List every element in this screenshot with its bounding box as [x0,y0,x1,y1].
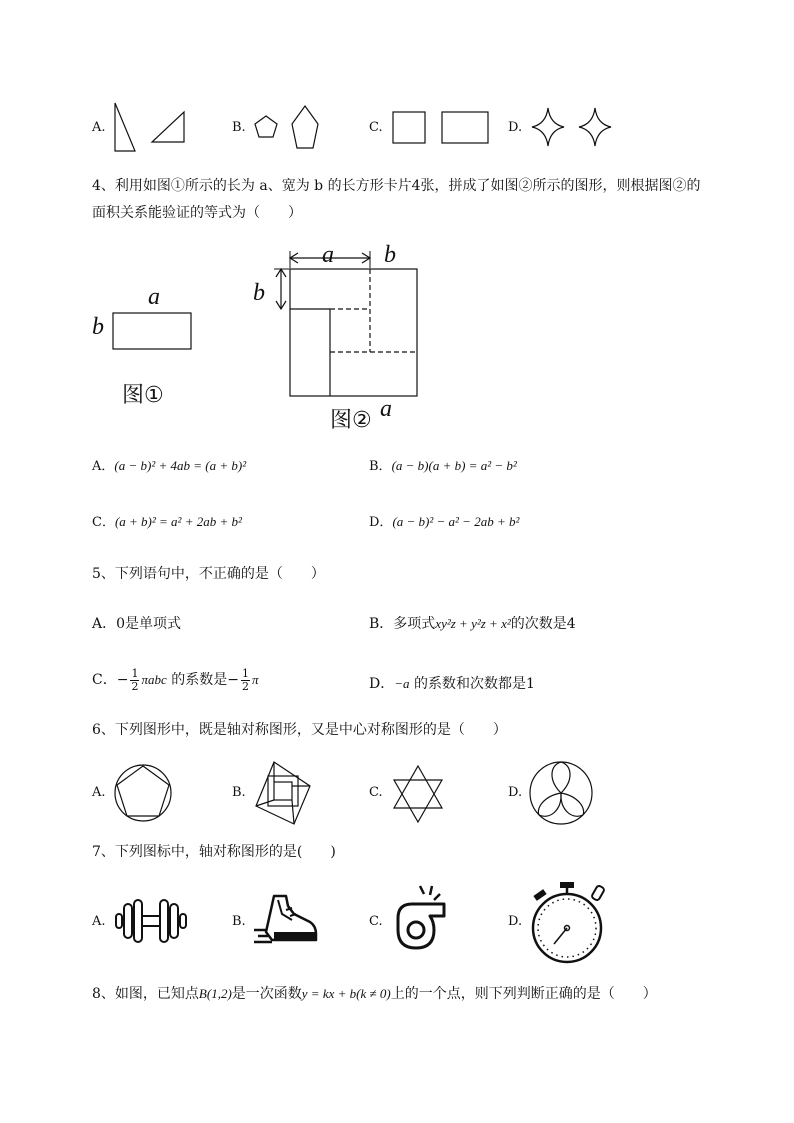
fraction-numerator: 1 [241,666,249,680]
fraction-numerator: 1 [131,666,139,680]
q5-option-d-suffix: 的系数和次数都是1 [409,676,535,692]
q3-option-c-label[interactable]: C. [369,120,383,135]
q5-option-a[interactable]: A．0是单项式 [92,616,182,632]
q6-option-a-label[interactable]: A. [92,785,106,800]
q8-stem-mid: 是一次函数 [231,986,302,1002]
q4-option-a-label: A． [92,459,115,474]
q6-option-a-figure [112,762,176,826]
triangle-shape [152,112,184,142]
fig1-label-b: b [92,314,104,340]
q3-option-b-figure [252,104,332,152]
q4-option-a[interactable] [92,452,246,481]
q6-option-b-figure [252,760,316,828]
q3-option-d-label[interactable]: D. [508,120,523,135]
fig2-label-a-top: a [322,242,334,268]
q5-stem: 5、下列语句中，不正确的是（ ） [92,566,325,582]
fig2-caption: 图② [330,408,372,433]
q4-stem-line2: 面积关系能验证的等式为（ ） [92,205,302,221]
q4-option-b-expr: (a − b)(a + b) = a² − b² [391,458,517,473]
q4-option-b[interactable] [369,452,517,481]
running-shoe-icon [252,892,322,950]
q6-stem: 6、下列图形中，既是轴对称图形，又是中心对称图形的是（ ） [92,722,507,738]
q8-stem-suffix: 上的一个点，则下列判断正确的是（ ） [390,986,657,1002]
q4-option-a-expr: (a − b)² + 4ab = (a + b)² [114,458,247,473]
q7-stem: 7、下列图标中，轴对称图形的是( ) [92,844,336,860]
q5-option-c-term: πabc [141,672,167,687]
q6-option-b-label[interactable]: B. [232,785,246,800]
fig1-caption: 图① [122,383,164,408]
fig1-rectangle [112,312,194,352]
four-point-star-shape [579,108,611,146]
q5-option-b-suffix: 的次数是4 [510,616,576,632]
pentagon-shape [117,766,169,816]
fraction-denominator: 2 [241,679,249,693]
q3-option-a-figure [112,102,192,154]
square-shape [393,112,425,143]
four-point-star-shape [532,108,564,146]
fig2-label-b-top: b [384,242,396,268]
fig1-label-a: a [148,284,160,310]
circle-shape [115,765,171,821]
q4-option-c-label: C． [92,515,115,530]
q5-option-c-text: 的系数是− [166,672,239,688]
q4-option-c-expr: (a + b)² = a² + 2ab + b² [114,514,242,529]
triangle-shape [394,780,442,822]
triangle-shape [115,103,135,151]
q6-option-c-label[interactable]: C. [369,785,383,800]
q7-option-b-label[interactable]: B. [232,914,246,929]
triangle-shape [394,766,442,808]
q5-option-d-expr: −a [394,676,410,691]
q3-option-c-figure [390,110,500,146]
q4-option-d[interactable] [369,508,519,537]
q5-option-b-expr: xy²z + y²z + x² [435,616,511,631]
q3-option-b-label[interactable]: B. [232,120,246,135]
q5-option-c-pi: π [251,672,259,687]
fig2-label-a-bottom: a [380,396,392,422]
rectangle-shape [442,112,488,143]
q6-option-c-figure [390,764,450,824]
pentagon-shape [255,116,277,137]
q3-option-a-label[interactable]: A. [92,120,106,135]
q5-option-c[interactable] [92,666,258,694]
q5-option-d[interactable] [369,670,535,698]
q6-option-d-figure [528,760,596,828]
q5-option-c-fraction [130,668,139,693]
stopwatch-icon [526,878,616,964]
q4-option-b-label: B． [369,459,392,474]
q6-option-d-label[interactable]: D. [508,785,523,800]
q5-option-d-label: D． [369,676,395,692]
q5-option-b[interactable] [369,610,576,638]
fig2-square-diagram [272,250,422,402]
q4-option-c[interactable] [92,508,242,537]
q7-option-c-label[interactable]: C. [369,914,383,929]
q5-option-c-fraction-2 [241,668,250,693]
q3-option-d-figure [530,106,620,150]
fig2-label-b-side: b [253,280,265,306]
q8-stem [92,980,657,1008]
q8-point: B(1,2) [198,986,232,1001]
q8-stem-prefix: 8、如图，已知点 [92,986,199,1002]
q5-option-c-label: C． [92,672,117,688]
q8-function: y = kx + b(k ≠ 0) [301,986,391,1001]
q7-option-a-label[interactable]: A. [92,914,106,929]
whistle-icon [390,884,460,954]
q7-option-d-label[interactable]: D. [508,914,523,929]
q4-stem-line1: 4、利用如图①所示的长为 a、宽为 b 的长方形卡片4张，拼成了如图②所示的图形，则根据图②的 [92,178,701,194]
dumbbell-icon [112,896,192,946]
q5-option-b-prefix: B．多项式 [369,616,436,632]
q5-option-c-minus: − [116,672,129,688]
pentagon-shape [292,106,318,148]
q4-option-d-label: D． [369,515,393,530]
q4-option-d-expr: (a − b)² − a² − 2ab + b² [392,514,520,529]
fraction-denominator: 2 [131,679,139,693]
